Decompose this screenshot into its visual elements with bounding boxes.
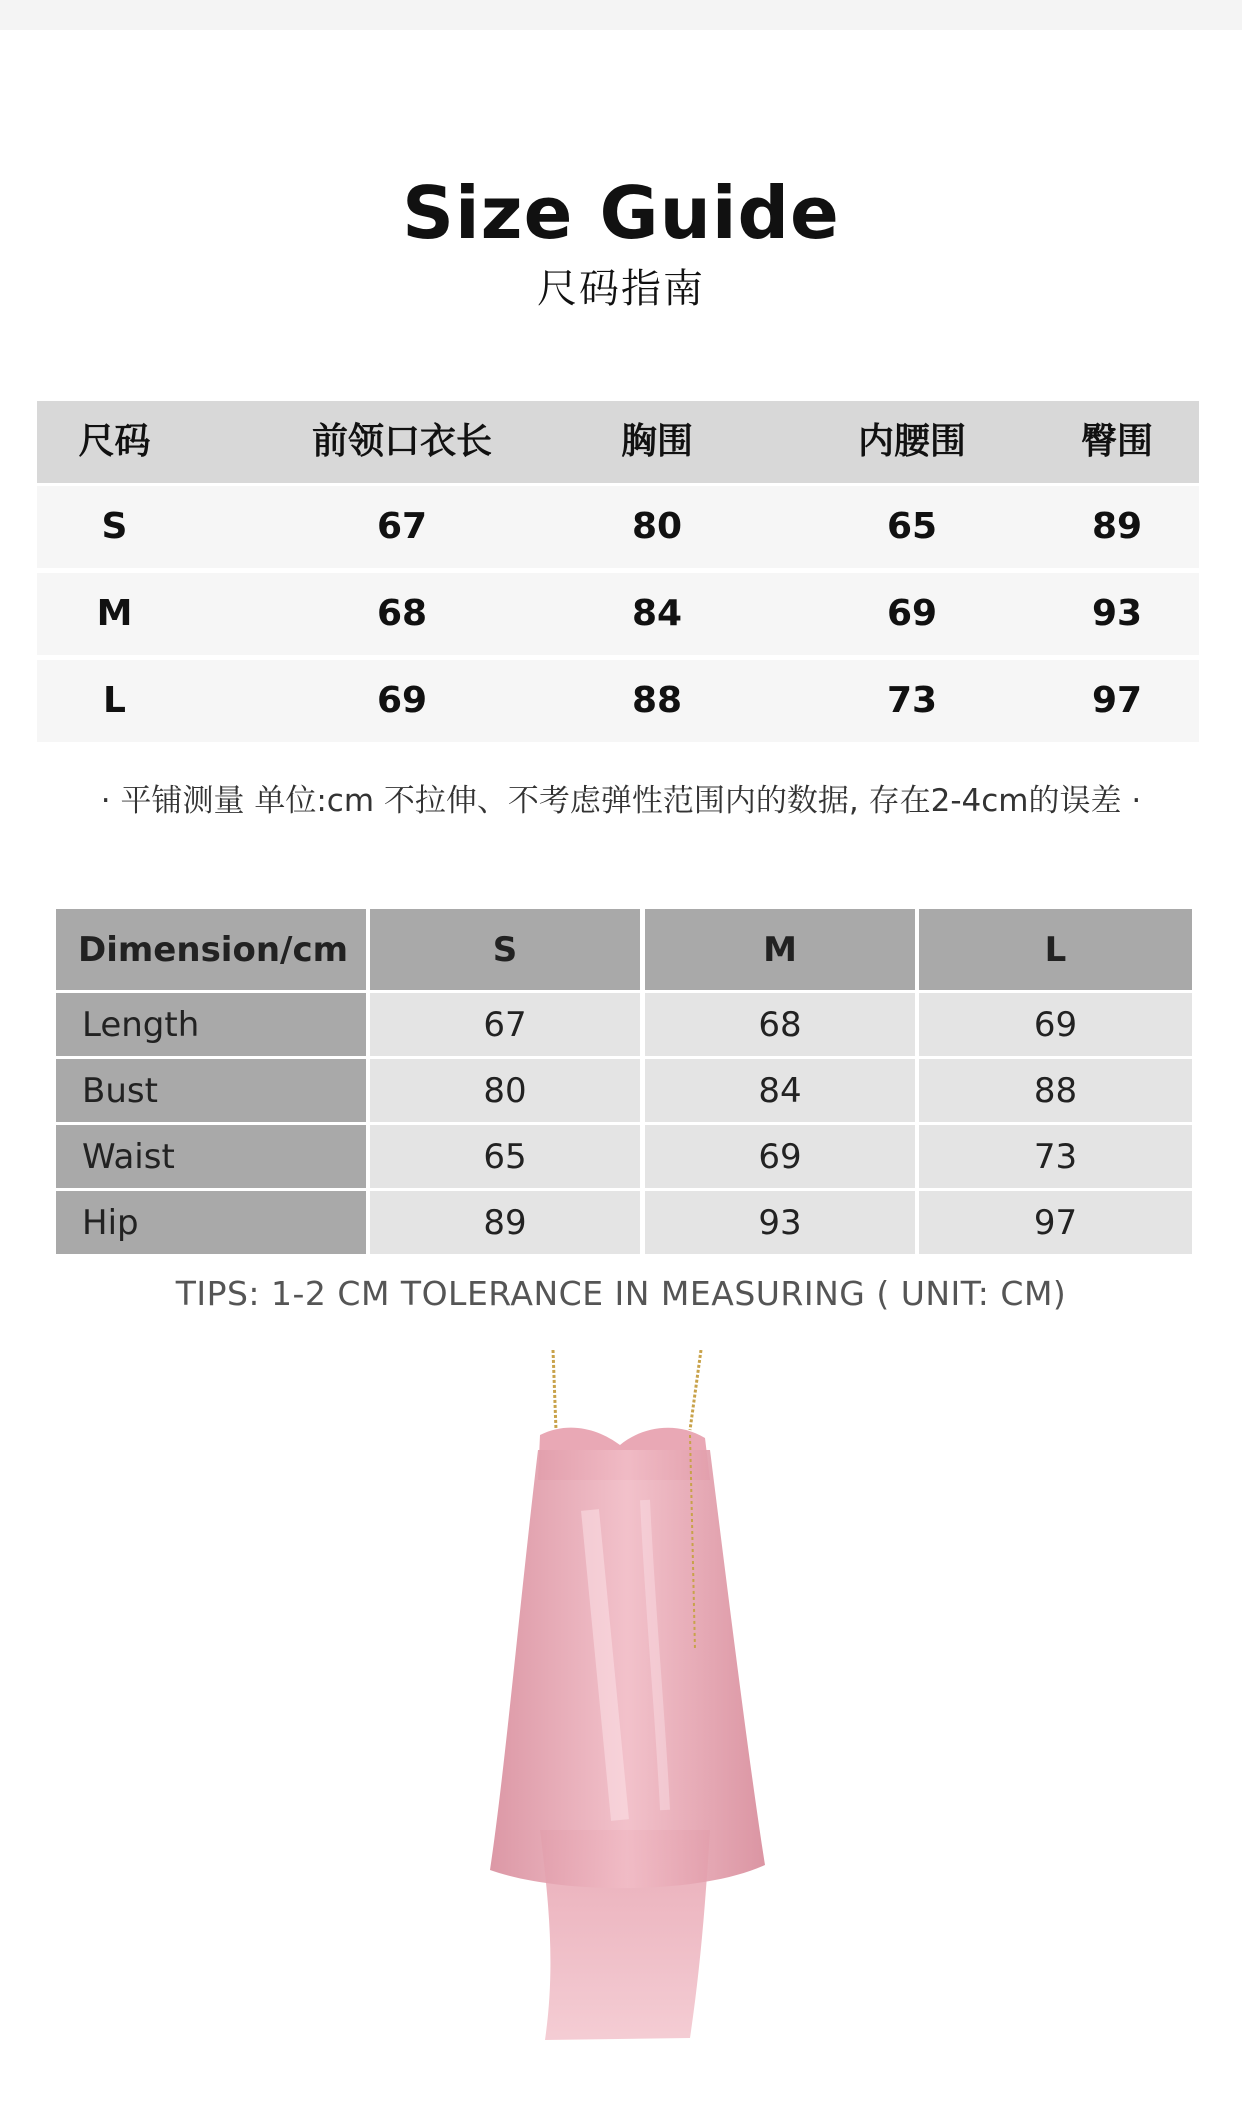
size-cell: M bbox=[96, 593, 133, 634]
header-cell: Dimension/cm bbox=[56, 909, 366, 990]
table-cell: 65 bbox=[370, 1125, 640, 1188]
tips-text: TIPS: 1-2 CM TOLERANCE IN MEASURING ( UNIT: CM) bbox=[175, 1274, 1067, 1313]
measurement-note: · 平铺测量 单位:cm 不拉伸、不考虑弹性范围内的数据, 存在2-4cm的误差 · bbox=[100, 783, 1142, 819]
table-cell: 93 bbox=[645, 1191, 915, 1254]
table-header-row bbox=[56, 909, 1192, 990]
table-cell: 67 bbox=[370, 993, 640, 1056]
header-cell: S bbox=[370, 909, 640, 990]
table-row bbox=[56, 1056, 1192, 1122]
table-cell: 80 bbox=[631, 506, 683, 547]
table-cell: 69 bbox=[376, 680, 428, 721]
table-cell: 65 bbox=[886, 506, 938, 547]
size-table-cn bbox=[37, 401, 1199, 747]
header-cell: 臀围 bbox=[1080, 421, 1153, 462]
table-header-row bbox=[37, 401, 1199, 483]
table-cell: 73 bbox=[919, 1125, 1192, 1188]
table-cell: 97 bbox=[919, 1191, 1192, 1254]
table-cell: 67 bbox=[376, 506, 428, 547]
table-row bbox=[37, 573, 1199, 655]
table-cell: 88 bbox=[919, 1059, 1192, 1122]
header-cell: M bbox=[645, 909, 915, 990]
dimension-label: Hip bbox=[56, 1191, 366, 1254]
table-row bbox=[37, 660, 1199, 742]
header-cell: 前领口衣长 bbox=[311, 421, 492, 462]
dress-image bbox=[460, 1350, 790, 2050]
table-cell: 80 bbox=[370, 1059, 640, 1122]
table-cell: 93 bbox=[1091, 593, 1143, 634]
table-cell: 68 bbox=[376, 593, 428, 634]
header-cell: 胸围 bbox=[620, 421, 693, 462]
size-table-en bbox=[56, 909, 1192, 1254]
table-cell: 97 bbox=[1091, 680, 1143, 721]
table-cell: 89 bbox=[1091, 506, 1143, 547]
dimension-label: Length bbox=[56, 993, 366, 1056]
header-cell: L bbox=[919, 909, 1192, 990]
table-row bbox=[56, 990, 1192, 1056]
dimension-label: Bust bbox=[56, 1059, 366, 1122]
size-cell: L bbox=[103, 680, 126, 721]
table-cell: 68 bbox=[645, 993, 915, 1056]
table-cell: 84 bbox=[645, 1059, 915, 1122]
dimension-label: Waist bbox=[56, 1125, 366, 1188]
table-cell: 89 bbox=[370, 1191, 640, 1254]
page-subtitle: 尺码指南 bbox=[537, 266, 705, 312]
table-row bbox=[56, 1122, 1192, 1188]
table-cell: 73 bbox=[886, 680, 938, 721]
header-cell: 内腰围 bbox=[857, 421, 966, 462]
top-bar bbox=[0, 0, 1242, 30]
size-cell: S bbox=[101, 506, 128, 547]
table-row bbox=[37, 486, 1199, 568]
table-cell: 69 bbox=[886, 593, 938, 634]
table-cell: 84 bbox=[631, 593, 683, 634]
table-cell: 69 bbox=[645, 1125, 915, 1188]
table-row bbox=[56, 1188, 1192, 1254]
page-title: Size Guide bbox=[402, 171, 840, 255]
table-cell: 69 bbox=[919, 993, 1192, 1056]
header-cell: 尺码 bbox=[78, 421, 151, 462]
table-cell: 88 bbox=[631, 680, 683, 721]
